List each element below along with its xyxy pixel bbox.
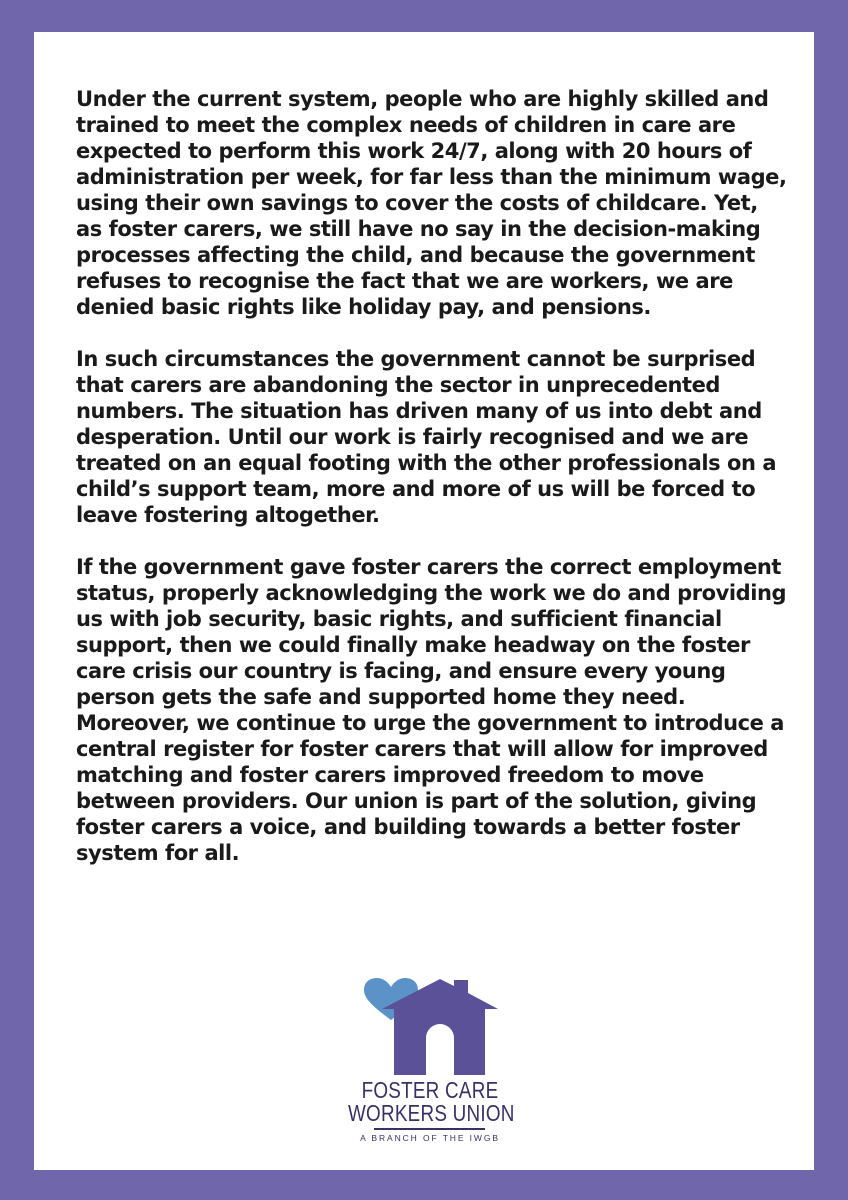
paragraph-proposed-solution: If the government gave foster carers the correct employment status, properly acknowledging the work we do and providing us with job security, basic rights, and sufficient financial support, then we could finally make headway on the foster care crisis our country is facing, and ensure every young person gets the safe and supported home they need. Moreover, we continue to urge the government to introduce a central register for foster carers that will allow for improved matching and foster carers improved freedom to move between providers. Our union is part of the solution, giving foster carers a voice, and building towards a better foster system for all. <box>76 555 787 865</box>
logo-tagline: A BRANCH OF THE IWGB <box>360 1133 500 1143</box>
union-logo <box>330 976 530 1146</box>
logo-divider <box>374 1128 485 1130</box>
statement-body <box>76 86 788 892</box>
logo-text-line-2: WORKERS UNION <box>348 1100 515 1126</box>
heart-and-house-icon <box>358 976 498 1076</box>
document-page <box>34 32 814 1170</box>
logo-text-line-1: FOSTER CARE <box>361 1077 499 1103</box>
paragraph-working-conditions: Under the current system, people who are highly skilled and trained to meet the complex needs of children in care are expected to perform this work 24/7, along with 20 hours of administration per week, for far less than the minimum wage, using their own savings to cover the costs of childcare. Yet, as foster carers, we still have no say in the decision-making processes affecting the child, and because the government refuses to recognise the fact that we are workers, we are denied basic rights like holiday pay, and pensions. <box>76 87 787 319</box>
paragraph-carers-leaving: In such circumstances the government cannot be surprised that carers are abandoning the sector in unprecedented numbers. The situation has driven many of us into debt and desperation. Until our work is fairly recognised and we are treated on an equal footing with the other professionals on a child’s support team, more and more of us will be forced to leave fostering altogether. <box>76 347 777 527</box>
